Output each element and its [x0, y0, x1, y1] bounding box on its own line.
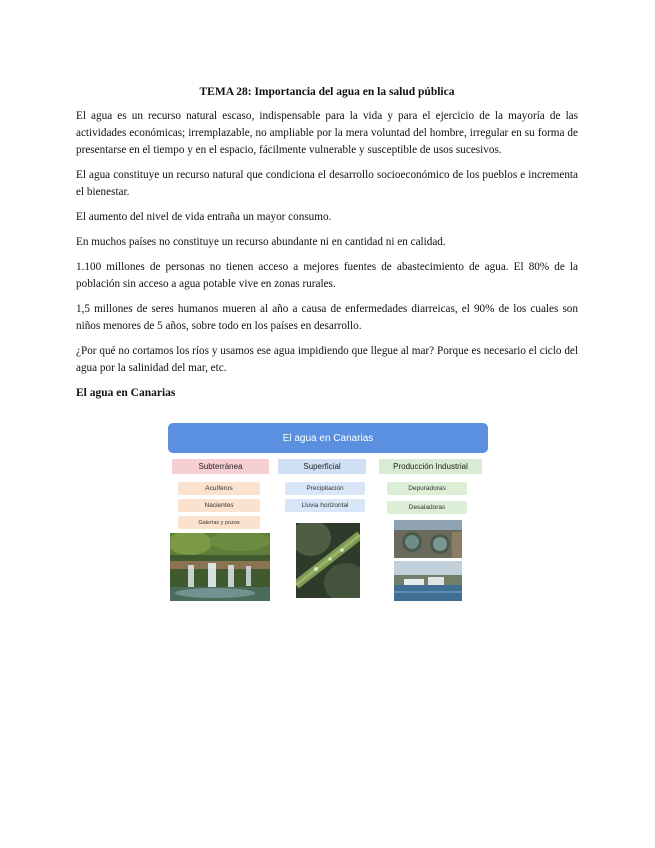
paragraph: El aumento del nivel de vida entraña un mayor consumo.: [76, 211, 332, 223]
chip-desaladoras: Desaladoras: [387, 501, 467, 514]
paragraph: ¿Por qué no cortamos los ríos y usamos ese agua impidiendo que llegue al mar? Porque es necesario el ciclo del agua por la salinidad del mar, etc.: [76, 345, 578, 374]
paragraph: 1,5 millones de seres humanos mueren al año a causa de enfermedades diarreicas, el 90% de los cuales son niños menores de 5 años, sobre todo en los países en desarrollo.: [76, 303, 578, 332]
chip-depuradoras: Depuradoras: [387, 482, 467, 495]
chip-acuiferos: Acuíferos: [178, 482, 260, 495]
chip-galerias-pozos: Galerías y pozos: [178, 516, 260, 529]
waterfall-photo: [170, 533, 270, 601]
diagram-title: El agua en Canarias: [168, 423, 488, 453]
paragraph: 1.100 millones de personas no tienen acceso a mejores fuentes de abastecimiento de agua. El 80% de la población sin acceso a agua potable vive en zonas rurales.: [76, 261, 578, 290]
chip-precipitacion: Precipitación: [285, 482, 365, 495]
column-header-produccion-industrial: Producción Industrial: [379, 459, 482, 474]
paragraph: El agua es un recurso natural escaso, indispensable para la vida y para el ejercicio de la mayoría de las actividades económicas; irremplazable, no ampliable por la mera voluntad del hombre, irregular en su forma de presentarse en el tiempo y en el espacio, fácilmente vulnerable y susceptible de usos sucesivos.: [76, 110, 578, 156]
chip-nacientes: Nacientes: [178, 499, 260, 512]
chip-lluvia-horizontal: Lluvia horizontal: [285, 499, 365, 512]
column-header-superficial: Superficial: [278, 459, 366, 474]
treatment-plant-photo: [394, 520, 462, 558]
column-header-subterranea: Subterránea: [172, 459, 269, 474]
section-subheading: El agua en Canarias: [76, 387, 176, 399]
water-sources-diagram: [168, 423, 490, 605]
paragraph: El agua constituye un recurso natural que condiciona el desarrollo socioeconómico de los pueblos e incrementa el bienestar.: [76, 169, 578, 198]
paragraph: En muchos países no constituye un recurso abundante ni en cantidad ni en calidad.: [76, 236, 446, 248]
desalination-plant-photo: [394, 561, 462, 601]
mossy-branch-photo: [296, 523, 360, 598]
page-title: TEMA 28: Importancia del agua en la salud pública: [199, 86, 455, 98]
document-body: [76, 84, 578, 401]
